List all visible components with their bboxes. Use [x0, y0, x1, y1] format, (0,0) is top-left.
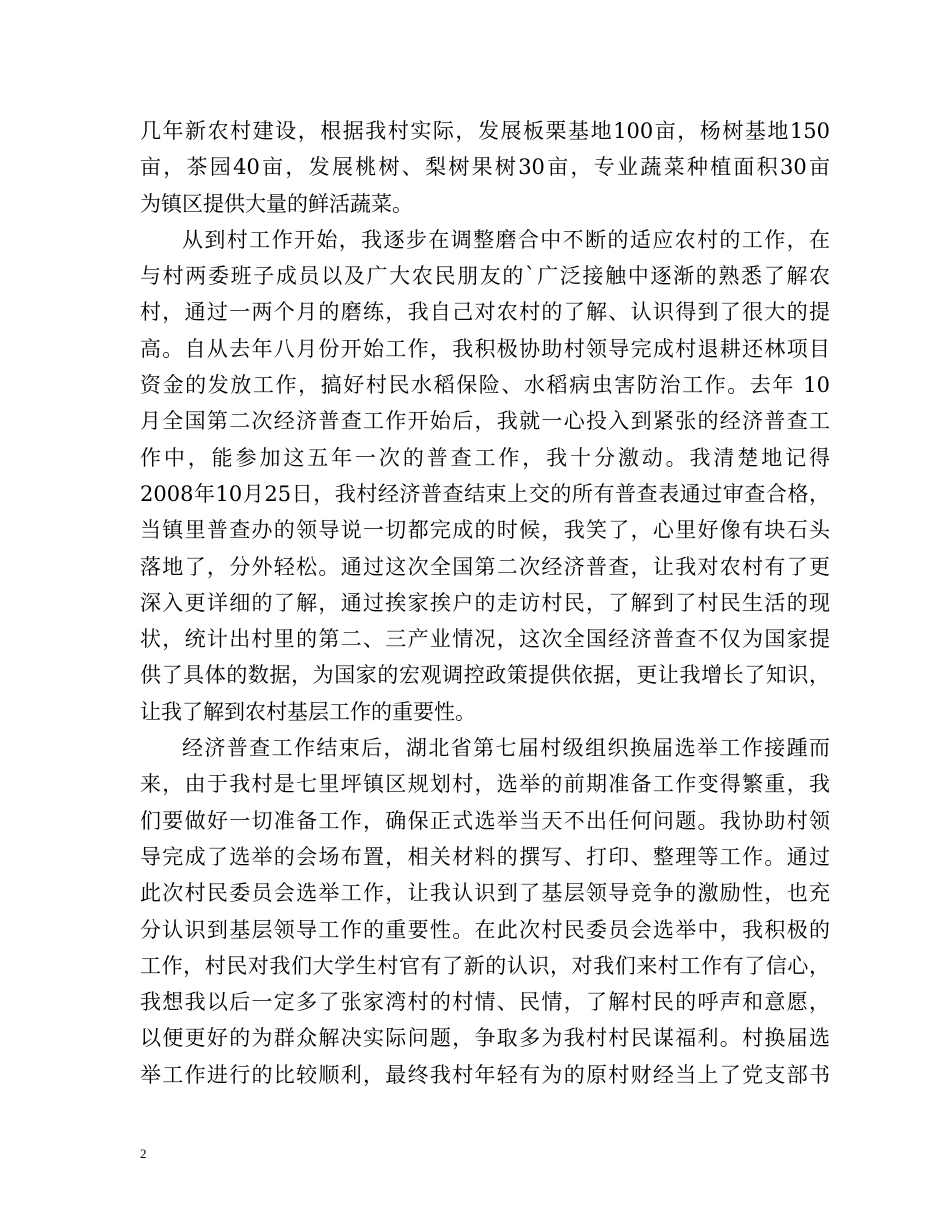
text-line: 月全国第二次经济普查工作开始后，我就一心投入到紧张的经济普查工	[140, 409, 830, 434]
paragraph	[140, 222, 830, 730]
text-line: 经济普查工作结束后，湖北省第七届村级组织换届选举工作接踵而	[182, 736, 830, 761]
text-line: 当镇里普查办的领导说一切都完成的时候，我笑了，心里好像有块石头	[140, 518, 830, 543]
text-line: 村，通过一两个月的磨练，我自己对农村的了解、认识得到了很大的提	[140, 300, 830, 325]
text-line: 我想我以后一定多了张家湾村的村情、民情，了解村民的呼声和意愿，	[140, 990, 830, 1015]
text-line: 状，统计出村里的第二、三产业情况，这次全国经济普查不仅为国家提	[140, 627, 830, 652]
text-line: 高。自从去年八月份开始工作，我积极协助村领导完成村退耕还林项目	[140, 336, 830, 361]
text-line: 亩，茶园40亩，发展桃树、梨树果树30亩，专业蔬菜种植面积30亩	[140, 155, 830, 180]
text-line: 导完成了选举的会场布置，相关材料的撰写、打印、整理等工作。通过	[140, 844, 830, 869]
text-line: 从到村工作开始，我逐步在调整磨合中不断的适应农村的工作，在	[182, 227, 830, 252]
paragraph	[140, 730, 830, 1093]
page-number: 2	[140, 1146, 147, 1161]
text-line: 让我了解到农村基层工作的重要性。	[140, 699, 476, 724]
text-line: 供了具体的数据，为国家的宏观调控政策提供依据，更让我增长了知识，	[140, 663, 830, 688]
text-line: 们要做好一切准备工作，确保正式选举当天不出任何问题。我协助村领	[140, 808, 830, 833]
body-text	[140, 113, 830, 1093]
text-line: 此次村民委员会选举工作，让我认识到了基层领导竞争的激励性，也充	[140, 881, 830, 906]
text-line: 来，由于我村是七里坪镇区规划村，选举的前期准备工作变得繁重，我	[140, 772, 830, 797]
text-line: 以便更好的为群众解决实际问题，争取多为我村村民谋福利。村换届选	[140, 1026, 830, 1051]
text-line: 作中，能参加这五年一次的普查工作，我十分激动。我清楚地记得	[140, 445, 830, 470]
text-line: 几年新农村建设，根据我村实际，发展板栗基地100亩，杨树基地150	[140, 119, 830, 143]
paragraph	[140, 113, 830, 222]
text-line: 与村两委班子成员以及广大农民朋友的`广泛接触中逐渐的熟悉了解农	[140, 264, 830, 289]
text-line: 举工作进行的比较顺利，最终我村年轻有为的原村财经当上了党支部书	[140, 1062, 830, 1087]
text-line: 工作，村民对我们大学生村官有了新的认识，对我们来村工作有了信心，	[140, 953, 830, 978]
text-line: 深入更详细的了解，通过挨家挨户的走访村民，了解到了村民生活的现	[140, 590, 830, 615]
text-line: 为镇区提供大量的鲜活蔬菜。	[140, 191, 413, 216]
text-line: 2008年10月25日，我村经济普查结束上交的所有普查表通过审查合格，	[140, 481, 830, 506]
text-line: 落地了，分外轻松。通过这次全国第二次经济普查，让我对农村有了更	[140, 554, 830, 579]
text-line: 资金的发放工作，搞好村民水稻保险、水稻病虫害防治工作。去年 10	[140, 373, 830, 398]
text-line: 分认识到基层领导工作的重要性。在此次村民委员会选举中，我积极的	[140, 917, 830, 942]
